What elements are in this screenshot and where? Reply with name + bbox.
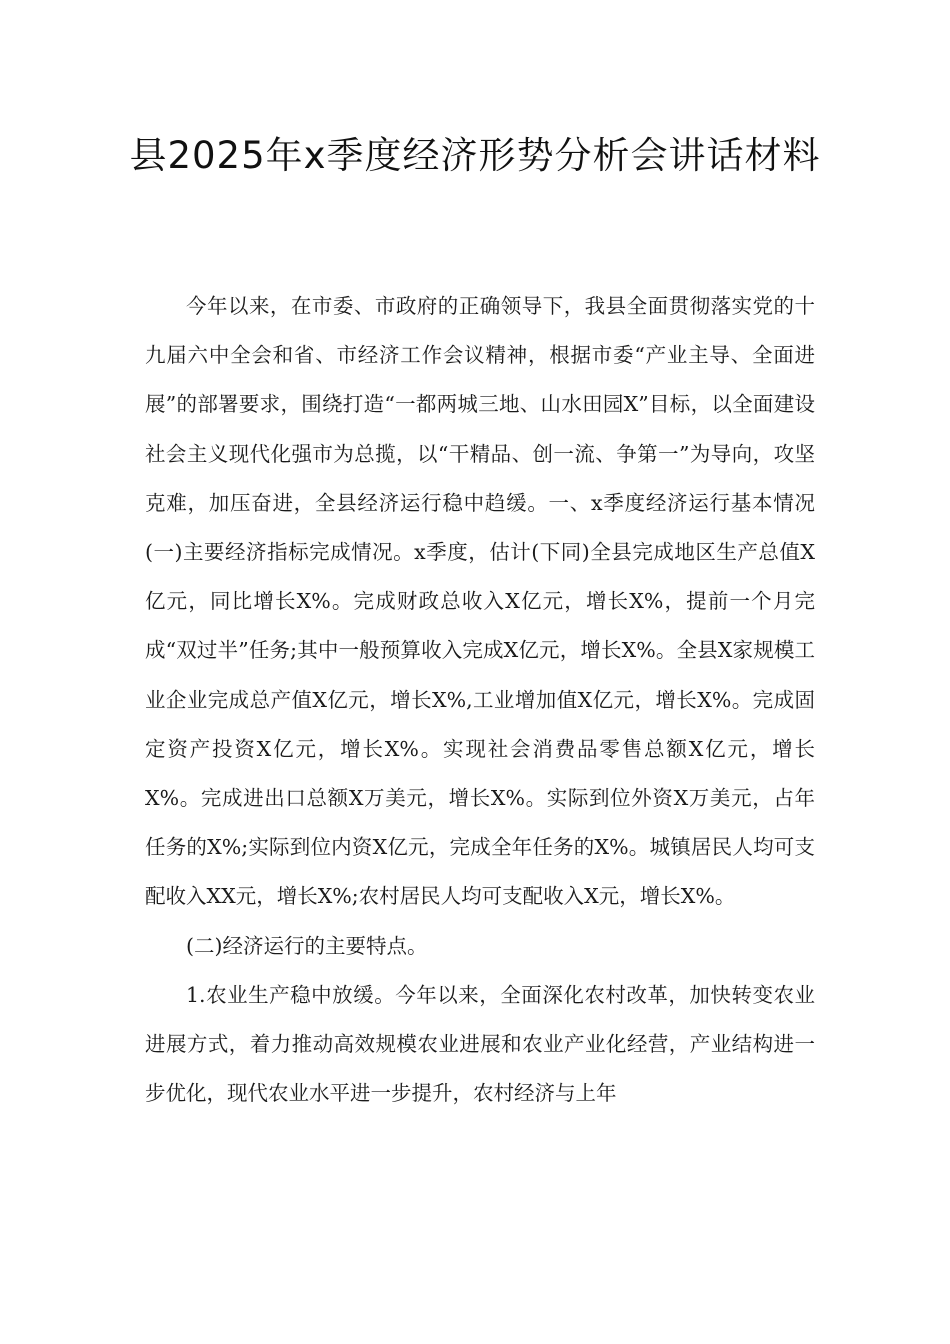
paragraph-intro: 今年以来，在市委、市政府的正确领导下，我县全面贯彻落实党的十九届六中全会和省、市经济工作会议精神，根据市委“产业主导、全面进展”的部署要求，围绕打造“一都两城三地、山水田园X”目标，以全面建设社会主义现代化强市为总揽，以“干精品、创一流、争第一”为导向，攻坚克难，加压奋进，全县经济运行稳中趋缓。一、x季度经济运行基本情况 (一)主要经济指标完成情况。x季度，估计(下同)全县完成地区生产总值X亿元，同比增长X%。完成财政总收入X亿元，增长X%，提前一个月完成“双过半”任务;其中一般预算收入完成X亿元，增长X%。全县X家规模工业企业完成总产值X亿元，增长X%,工业增加值X亿元，增长X%。完成固定资产投资X亿元，增长X%。实现社会消费品零售总额X亿元，增长X%。完成进出口总额X万美元，增长X%。实际到位外资X万美元，占年任务的X%;实际到位内资X亿元，完成全年任务的X%。城镇居民人均可支配收入XX元，增长X%;农村居民人均可支配收入X元，增长X%。 xyxy=(145,294,856,909)
document-body xyxy=(145,282,856,1118)
paragraph-agriculture: 1.农业生产稳中放缓。今年以来，全面深化农村改革，加快转变农业进展方式，着力推动高效规模农业进展和农业产业化经营，产业结构进一步优化，现代农业水平进一步提升，农村经济与上年 xyxy=(145,982,815,1106)
paragraph-section-heading: (二)经济运行的主要特点。 xyxy=(186,933,428,958)
document-title: 县2025年x季度经济形势分析会讲话材料 xyxy=(129,134,821,177)
